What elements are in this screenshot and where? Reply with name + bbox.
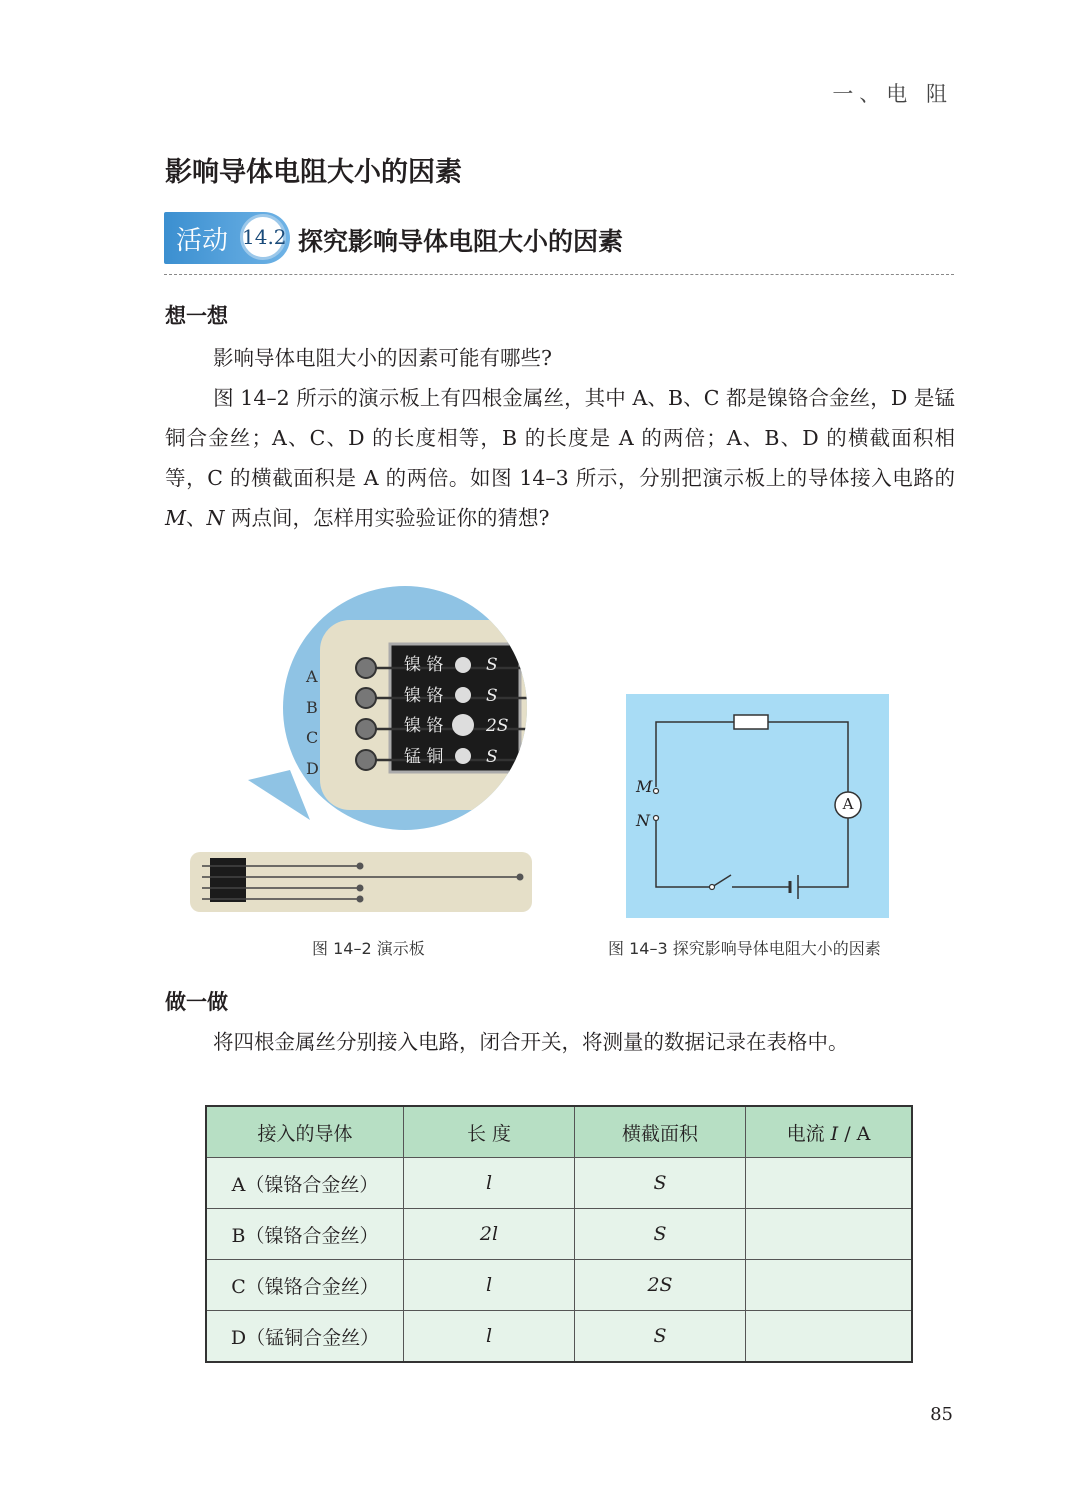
cell-length: l — [404, 1260, 575, 1311]
cell-conductor: A（镍铬合金丝） — [206, 1158, 404, 1209]
header-length: 长 度 — [404, 1106, 575, 1158]
think-paragraph-1 — [165, 338, 955, 378]
header-current — [746, 1106, 913, 1158]
page-number: 85 — [930, 1404, 953, 1425]
header-current-label: 电流 — [786, 1122, 831, 1145]
plate-material: 镍 铬 — [404, 716, 444, 736]
cell-conductor: B（镍铬合金丝） — [206, 1209, 404, 1260]
plate-material: 镍 铬 — [404, 685, 444, 706]
activity-title: 探究影响导体电阻大小的因素 — [298, 227, 624, 256]
label-n: N — [636, 811, 650, 830]
terminal-n — [654, 816, 659, 821]
activity-label: 活动 — [176, 226, 229, 256]
wire-letter-d: D — [306, 758, 319, 778]
callout-pointer — [248, 770, 310, 820]
fig2-caption: 图 14–2 演示板 — [312, 939, 425, 958]
table-header-row — [206, 1106, 912, 1158]
plate-row — [404, 681, 534, 712]
do-p1-text: 将四根金属丝分别接入电路，闭合开关，将测量的数据记录在表格中。 — [213, 1030, 849, 1054]
do-heading: 做一做 — [165, 990, 228, 1014]
plate-row — [404, 650, 534, 681]
plate-material: 镍 铬 — [404, 655, 444, 675]
cell-area: 2S — [575, 1260, 746, 1311]
plate-row — [404, 711, 534, 742]
think-p2-text: 图 14–2 所示的演示板上有四根金属丝，其中 A、B、C 都是镍铬合金丝，D 是锰铜合金丝；A、C、D 的长度相等，B 的长度是 A 的两倍；A、B、D 的横截面积相等，C 的横截面积是 A 的两倍。如图 14–3 所示，分别把演示板上的导体接入电路的 — [165, 386, 955, 490]
table-row — [206, 1260, 912, 1311]
plate-area: S — [486, 655, 498, 675]
section-title: 影响导体电阻大小的因素 — [165, 157, 462, 188]
wire-letters — [306, 662, 319, 784]
cell-current[interactable] — [746, 1209, 913, 1260]
cell-length: l — [404, 1158, 575, 1209]
plate-labels — [404, 650, 534, 772]
terminal-m — [654, 789, 659, 794]
board-plate-small — [210, 858, 246, 902]
think-paragraph-2 — [165, 378, 955, 538]
wire-letter-a: A — [306, 667, 318, 686]
plate-area: 2S — [486, 716, 509, 736]
think-heading: 想一想 — [165, 304, 228, 328]
ammeter-label: A — [842, 795, 854, 813]
plate-area: S — [486, 746, 498, 767]
cell-area: S — [575, 1311, 746, 1363]
table-row — [206, 1311, 912, 1363]
cell-length: l — [404, 1311, 575, 1363]
think-p2-sep: 、 — [186, 506, 207, 530]
header-area: 横截面积 — [575, 1106, 746, 1158]
dashed-divider — [164, 274, 954, 275]
cell-current[interactable] — [746, 1260, 913, 1311]
activity-number: 14.2 — [242, 225, 287, 249]
cell-current[interactable] — [746, 1311, 913, 1363]
cell-area: S — [575, 1158, 746, 1209]
data-table — [205, 1105, 913, 1363]
table-row — [206, 1158, 912, 1209]
header-conductor: 接入的导体 — [206, 1106, 404, 1158]
cell-length: 2l — [404, 1209, 575, 1260]
header-current-unit: / A — [838, 1122, 871, 1145]
label-m: M — [636, 777, 653, 796]
do-paragraph — [165, 1022, 955, 1062]
cell-conductor: C（镍铬合金丝） — [206, 1260, 404, 1311]
point-n-text: N — [206, 506, 225, 530]
cell-conductor: D（锰铜合金丝） — [206, 1311, 404, 1363]
table-row — [206, 1209, 912, 1260]
cell-area: S — [575, 1209, 746, 1260]
fig3-caption: 图 14–3 探究影响导体电阻大小的因素 — [608, 939, 881, 958]
header-current-var: I — [830, 1122, 839, 1145]
resistor — [734, 715, 768, 729]
point-m-text: M — [165, 506, 186, 530]
plate-area: S — [486, 685, 498, 706]
think-p2-end: 两点间，怎样用实验验证你的猜想? — [224, 506, 550, 530]
plate-material: 锰 铜 — [404, 746, 444, 767]
think-p1-text: 影响导体电阻大小的因素可能有哪些? — [213, 346, 552, 370]
wire-letter-c: C — [306, 728, 319, 747]
chapter-header: 一、电 阻 — [832, 82, 953, 106]
wire-letter-b: B — [306, 697, 318, 717]
cell-current[interactable] — [746, 1158, 913, 1209]
plate-row — [404, 742, 534, 773]
